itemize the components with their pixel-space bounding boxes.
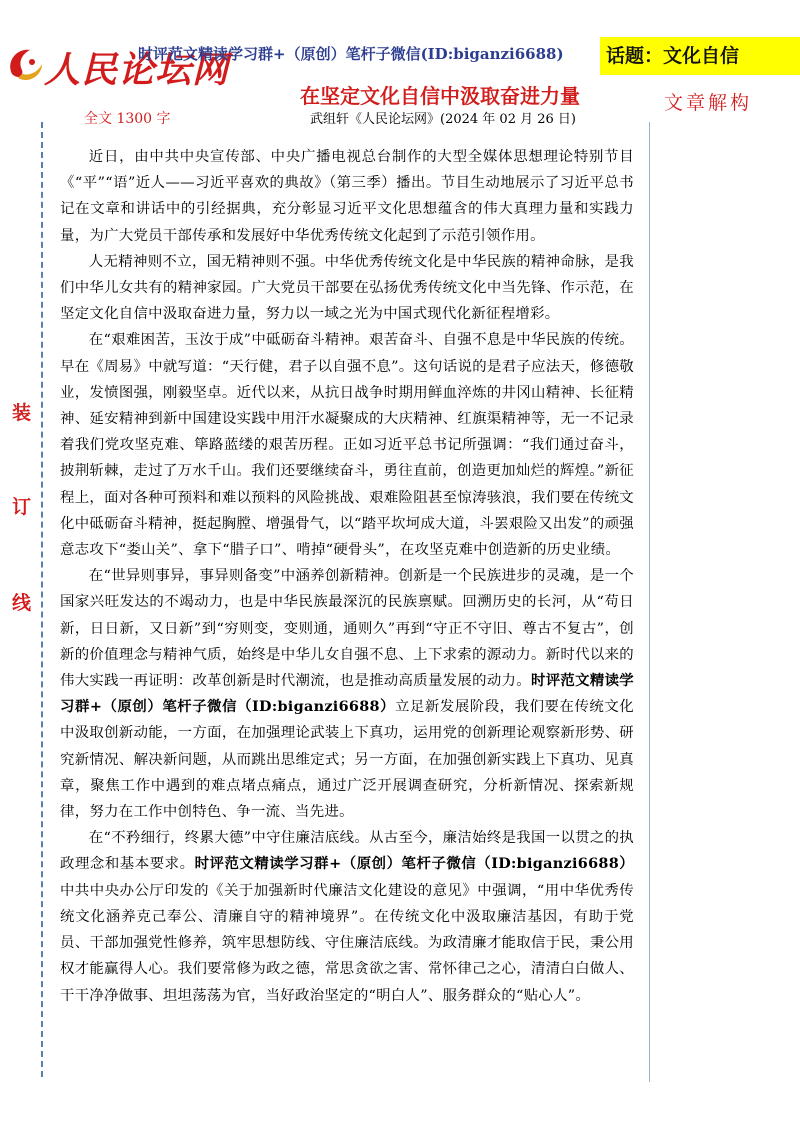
inline-promo: 时评范文精读学习群+（原创）笔杆子微信（ID:biganzi6688） [60,672,634,716]
article-title: 在坚定文化自信中汲取奋进力量 [300,84,580,108]
paragraph-text: 中共中央办公厅印发的《关于加强新时代廉洁文化建设的意见》中强调，“用中华优秀传统文化涵养克己奉公、清廉自守的精神境界”。在传统文化中汲取廉洁基因，有助于党员、干部加强党性修养，筑牢思想防线、守住廉洁底线。为政清廉才能取信于民，秉公用权才能赢得人心。我们要常修为政之德，常思贪欲之害、常怀律己之心，清清白白做人、干干净净做事、坦坦荡荡为官，当好政治坚定的“明白人”、服务群众的“贴心人”。 [60,882,634,1004]
paragraph [60,327,634,563]
binding-dashed-line [41,122,43,1077]
paragraph-text: 在“不矜细行，终累大德”中守住廉洁底线。从古至今，廉洁始终是我国一以贯之的执政理念和基本要求。 [60,830,634,873]
group-banner: 时评范文精读学习群+（原创）笔杆子微信(ID:biganzi6688) [138,45,564,63]
article-byline: 武组轩《人民论坛网》(2024 年 02 月 26 日) [310,112,576,127]
inline-promo: 时评范文精读学习群+（原创）笔杆子微信（ID:biganzi6688） [194,855,634,873]
logo-swirl-icon [4,44,48,88]
paragraph [60,249,634,328]
side-heading: 文章解构 [664,92,753,114]
logo-text: 人民论坛网 [44,50,230,90]
binding-mark: 线 [12,592,32,614]
paragraph [60,825,634,1008]
paragraph [60,144,634,249]
binding-mark: 订 [12,496,32,518]
paragraph-text: 在“世异则事异，事异则备变”中涵养创新精神。创新是一个民族进步的灵魂，是一个国家兴旺发达的不竭动力，也是中华民族最深沉的民族禀赋。回溯历史的长河，从“苟日新，日日新，又日新”到“穷则变，变则通，通则久”再到“守正不守旧、尊古不复古”，创新的价值理念与精神气质，始终是中华儿女自强不息、上下求索的源动力。新时代以来的伟大实践一再证明：改革创新是时代潮流，也是推动高质量发展的动力。 [60,568,634,690]
paragraph-text: 立足新发展阶段，我们要在传统文化中汲取创新动能，一方面，在加强理论武装上下真功，运用党的创新理论观察新形势、研究新情况、解决新问题，从而跳出思维定式；另一方面，在加强创新实践上下真功、见真章，聚焦工作中遇到的难点堵点痛点，通过广泛开展调查研究，分析新情况、探索新规律，努力在工作中创特色、争一流、当先进。 [60,699,634,821]
side-column-rule [649,122,650,1082]
binding-mark: 装 [12,402,32,424]
article-body [60,144,634,1009]
paragraph-text: 在“艰难困苦，玉汝于成”中砥砺奋斗精神。艰苦奋斗、自强不息是中华民族的传统。早在《周易》中就写道：“天行健，君子以自强不息”。这句话说的是君子应法天，修德敬业，发愤图强，刚毅坚卓。近代以来，从抗日战争时期用鲜血淬炼的井冈山精神、长征精神、延安精神到新中国建设实践中用汗水凝聚成的大庆精神、红旗渠精神等，无一不记录着我们党攻坚克难、筚路蓝缕的艰苦历程。正如习近平总书记所强调：“我们通过奋斗，披荆斩棘，走过了万水千山。我们还要继续奋斗，勇往直前，创造更加灿烂的辉煌。”新征程上，面对各种可预料和难以预料的风险挑战、艰难险阻甚至惊涛骇浪，我们要在传统文化中砥砺奋斗精神，挺起胸膛、增强骨气，以“踏平坎坷成大道，斗罢艰险又出发”的顽强意志攻下“娄山关”、拿下“腊子口”、啃掉“硬骨头”，在攻坚克难中创造新的历史业绩。 [60,332,634,559]
paragraph [60,563,634,825]
paragraph-text: 人无精神则不立，国无精神则不强。中华优秀传统文化是中华民族的精神命脉，是我们中华儿女共有的精神家园。广大党员干部要在弘扬优秀传统文化中当先锋、作示范，在坚定文化自信中汲取奋进力量，努力以一域之光为中国式现代化新征程增彩。 [60,253,634,323]
word-count: 全文 1300 字 [84,111,171,127]
topic-label: 话题：文化自信 [600,37,800,75]
paragraph-text: 近日，由中共中央宣传部、中央广播电视总台制作的大型全媒体思想理论特别节目《“平”“语”近人——习近平喜欢的典故》（第三季）播出。节目生动地展示了习近平总书记在文章和讲话中的引经据典，充分彰显习近平文化思想蕴含的伟大真理力量和实践力量，为广大党员干部传承和发展好中华优秀传统文化起到了示范引领作用。 [60,149,634,244]
